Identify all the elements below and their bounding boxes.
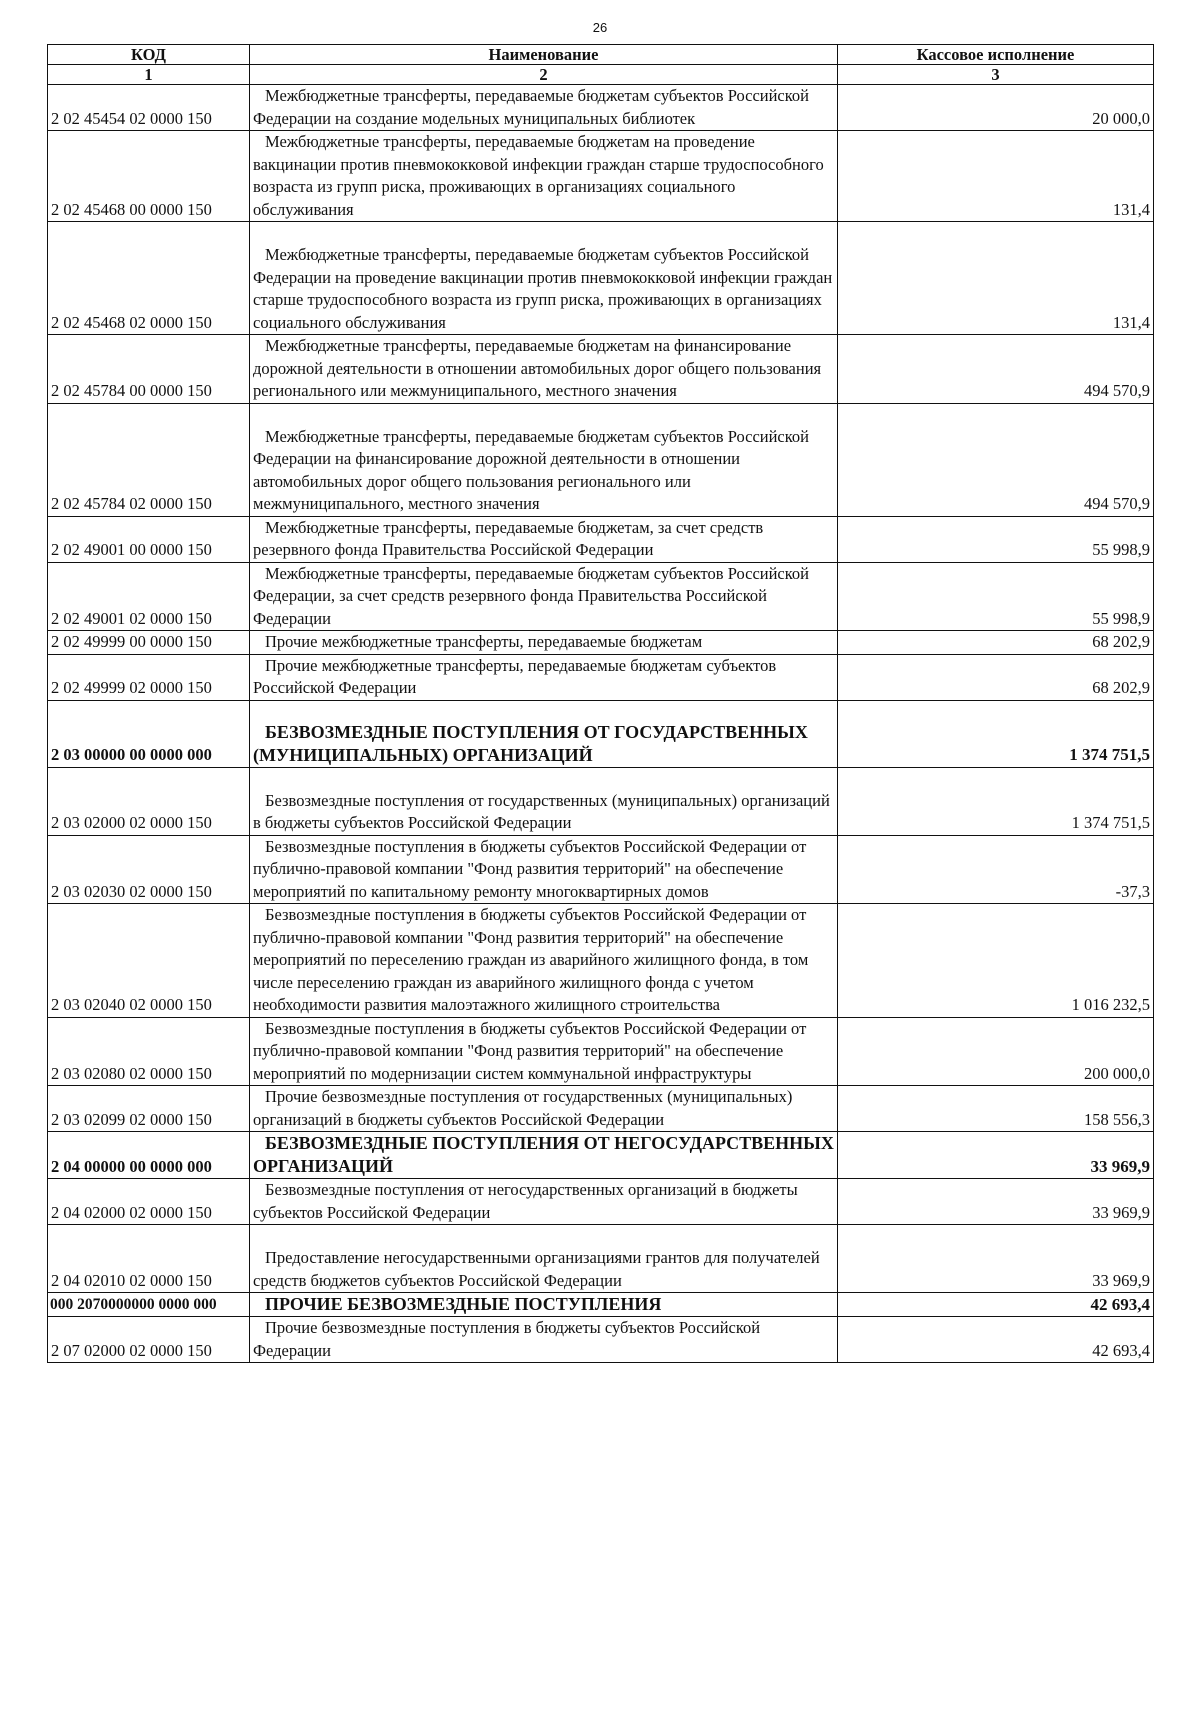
row-code: 2 03 02000 02 0000 150: [48, 767, 250, 835]
row-amount: -37,3: [838, 835, 1154, 904]
page-number: 26: [592, 20, 608, 35]
row-code: 2 04 02010 02 0000 150: [48, 1225, 250, 1293]
row-name: [250, 403, 838, 516]
row-name-text: Межбюджетные трансферты, передаваемые бюджетам субъектов Российской Федерации на создание модельных муниципальных библиотек: [253, 86, 810, 128]
table-row: [48, 835, 1154, 904]
budget-execution-table: [47, 44, 1154, 1363]
row-name: [250, 1225, 838, 1293]
table-row: [48, 631, 1154, 655]
table-row: [48, 700, 1154, 767]
column-number-row: [48, 65, 1154, 85]
row-name-text: БЕЗВОЗМЕЗДНЫЕ ПОСТУПЛЕНИЯ ОТ ГОСУДАРСТВЕННЫХ (МУНИЦИПАЛЬНЫХ) ОРГАНИЗАЦИЙ: [253, 721, 808, 765]
table-row: [48, 767, 1154, 835]
row-amount: 33 969,9: [838, 1225, 1154, 1293]
row-name-text: Безвозмездные поступления в бюджеты субъектов Российской Федерации от публично-правовой компании "Фонд развития территорий" на обеспечение мероприятий по модернизации систем коммунальной инфраструктуры: [253, 1018, 807, 1083]
header-row: [48, 45, 1154, 65]
row-name: [250, 222, 838, 335]
name-column-header: Наименование: [250, 45, 838, 65]
row-name: [250, 835, 838, 904]
row-name: [250, 904, 838, 1018]
table-row: [48, 335, 1154, 404]
row-code: 2 07 02000 02 0000 150: [48, 1317, 250, 1363]
row-amount: 158 556,3: [838, 1086, 1154, 1132]
row-name: [250, 562, 838, 631]
row-name: [250, 767, 838, 835]
amount-column-number: 3: [838, 65, 1154, 85]
table-row: [48, 1017, 1154, 1086]
table-row: [48, 1293, 1154, 1317]
row-amount: 200 000,0: [838, 1017, 1154, 1086]
row-amount: 131,4: [838, 131, 1154, 222]
row-name-text: Безвозмездные поступления в бюджеты субъектов Российской Федерации от публично-правовой компании "Фонд развития территорий" на обеспечение мероприятий по капитальному ремонту многоквартирных домов: [253, 836, 807, 901]
row-code: 2 03 02040 02 0000 150: [48, 904, 250, 1018]
table-row: [48, 654, 1154, 700]
row-amount: 1 374 751,5: [838, 767, 1154, 835]
row-code: 2 04 00000 00 0000 000: [48, 1132, 250, 1179]
table-row: [48, 1225, 1154, 1293]
row-amount: 55 998,9: [838, 562, 1154, 631]
row-amount: 55 998,9: [838, 516, 1154, 562]
row-code: 2 02 45784 00 0000 150: [48, 335, 250, 404]
table-row: [48, 904, 1154, 1018]
row-name-text: Прочие безвозмездные поступления в бюджеты субъектов Российской Федерации: [253, 1318, 761, 1360]
row-name-text: Межбюджетные трансферты, передаваемые бюджетам на финансирование дорожной деятельности в отношении автомобильных дорог общего пользования регионального или межмуниципального, местного значения: [253, 336, 822, 400]
row-name: [250, 516, 838, 562]
row-amount: 33 969,9: [838, 1179, 1154, 1225]
row-code: 2 02 49999 02 0000 150: [48, 654, 250, 700]
code-column-number: 1: [48, 65, 250, 85]
row-amount: 68 202,9: [838, 654, 1154, 700]
row-code: 000 2070000000 0000 000: [48, 1293, 250, 1317]
row-name-text: Безвозмездные поступления в бюджеты субъектов Российской Федерации от публично-правовой компании "Фонд развития территорий" на обеспечение мероприятий по переселению граждан из аварийного жилищного фонда, в том числе переселению граждан из аварийного жилищного фонда с учетом необходимости развития малоэтажного жилищного строительства: [253, 905, 809, 1014]
row-code: 2 02 45468 00 0000 150: [48, 131, 250, 222]
row-name-text: Межбюджетные трансферты, передаваемые бюджетам субъектов Российской Федерации на проведение вакцинации против пневмококковой инфекции граждан старше трудоспособного возраста из групп риска, проживающих в организациях социального обслуживания: [253, 245, 833, 332]
table-row: [48, 403, 1154, 516]
row-name-text: Прочие безвозмездные поступления от государственных (муниципальных) организаций в бюджеты субъектов Российской Федерации: [253, 1087, 793, 1129]
row-code: 2 02 49001 00 0000 150: [48, 516, 250, 562]
row-name: [250, 1179, 838, 1225]
row-amount: 494 570,9: [838, 335, 1154, 404]
row-name: [250, 1317, 838, 1363]
row-name: [250, 631, 838, 655]
row-name-text: Межбюджетные трансферты, передаваемые бюджетам субъектов Российской Федерации на финансирование дорожной деятельности в отношении автомобильных дорог общего пользования регионального или межмуниципального, местного значения: [253, 426, 810, 513]
row-code: 2 03 02099 02 0000 150: [48, 1086, 250, 1132]
table-row: [48, 85, 1154, 131]
row-code: 2 02 45784 02 0000 150: [48, 403, 250, 516]
row-name: [250, 335, 838, 404]
row-name: [250, 654, 838, 700]
row-name-text: Предоставление негосударственными организациями грантов для получателей средств бюджетов субъектов Российской Федерации: [253, 1248, 820, 1290]
row-name: [250, 1086, 838, 1132]
row-name: [250, 1132, 838, 1179]
row-name-text: Прочие межбюджетные трансферты, передаваемые бюджетам: [265, 632, 703, 651]
row-code: 2 02 45468 02 0000 150: [48, 222, 250, 335]
row-name-text: Безвозмездные поступления от государственных (муниципальных) организаций в бюджеты субъектов Российской Федерации: [253, 790, 830, 832]
row-code: 2 03 00000 00 0000 000: [48, 700, 250, 767]
row-amount: 68 202,9: [838, 631, 1154, 655]
row-name-text: ПРОЧИЕ БЕЗВОЗМЕЗДНЫЕ ПОСТУПЛЕНИЯ: [265, 1294, 662, 1314]
row-name-text: БЕЗВОЗМЕЗДНЫЕ ПОСТУПЛЕНИЯ ОТ НЕГОСУДАРСТВЕННЫХ ОРГАНИЗАЦИЙ: [253, 1133, 834, 1176]
table-row: [48, 1132, 1154, 1179]
row-code: 2 02 49001 02 0000 150: [48, 562, 250, 631]
row-name-text: Межбюджетные трансферты, передаваемые бюджетам, за счет средств резервного фонда Правительства Российской Федерации: [253, 517, 764, 559]
row-code: 2 02 45454 02 0000 150: [48, 85, 250, 131]
table-row: [48, 222, 1154, 335]
name-column-number: 2: [250, 65, 838, 85]
row-name: [250, 131, 838, 222]
row-amount: 1 374 751,5: [838, 700, 1154, 767]
row-name-text: Межбюджетные трансферты, передаваемые бюджетам на проведение вакцинации против пневмококковой инфекции граждан старше трудоспособного возраста из групп риска, проживающих в организациях социального обслуживания: [253, 132, 824, 219]
row-name: [250, 85, 838, 131]
table-row: [48, 1086, 1154, 1132]
row-amount: 20 000,0: [838, 85, 1154, 131]
row-amount: 494 570,9: [838, 403, 1154, 516]
table-row: [48, 1317, 1154, 1363]
row-name-text: Безвозмездные поступления от негосударственных организаций в бюджеты субъектов Российской Федерации: [253, 1180, 798, 1222]
row-code: 2 02 49999 00 0000 150: [48, 631, 250, 655]
row-name: [250, 1293, 838, 1317]
row-code: 2 03 02030 02 0000 150: [48, 835, 250, 904]
row-amount: 131,4: [838, 222, 1154, 335]
table-body: [48, 85, 1154, 1363]
table-row: [48, 131, 1154, 222]
row-name-text: Прочие межбюджетные трансферты, передаваемые бюджетам субъектов Российской Федерации: [253, 655, 777, 697]
row-amount: 1 016 232,5: [838, 904, 1154, 1018]
row-name: [250, 1017, 838, 1086]
row-code: 2 04 02000 02 0000 150: [48, 1179, 250, 1225]
row-name-text: Межбюджетные трансферты, передаваемые бюджетам субъектов Российской Федерации, за счет средств резервного фонда Правительства Российской Федерации: [253, 563, 810, 628]
row-code: 2 03 02080 02 0000 150: [48, 1017, 250, 1086]
row-amount: 42 693,4: [838, 1293, 1154, 1317]
row-amount: 42 693,4: [838, 1317, 1154, 1363]
table-row: [48, 1179, 1154, 1225]
row-name: [250, 700, 838, 767]
amount-column-header: Кассовое исполнение: [838, 45, 1154, 65]
code-column-header: КОД: [48, 45, 250, 65]
table-row: [48, 562, 1154, 631]
row-amount: 33 969,9: [838, 1132, 1154, 1179]
table-row: [48, 516, 1154, 562]
